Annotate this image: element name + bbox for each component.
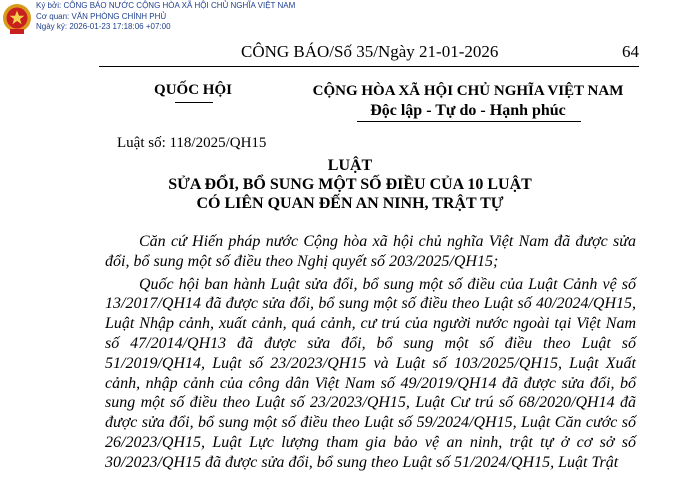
nation-name: CỘNG HÒA XÃ HỘI CHỦ NGHĨA VIỆT NAM xyxy=(312,83,624,99)
law-title-line-3: CÓ LIÊN QUAN ĐẾN AN NINH, TRẬT TỰ xyxy=(196,195,504,212)
motto-underline xyxy=(357,121,581,122)
law-title-line-2: SỬA ĐỔI, BỔ SUNG MỘT SỐ ĐIỀU CỦA 10 LUẬT xyxy=(168,176,532,193)
signature-date: Ngày ký: 2026-01-23 17:18:06 +07:00 xyxy=(36,22,171,31)
law-title-line-1: LUẬT xyxy=(327,157,373,174)
nation-heading xyxy=(298,82,638,120)
state-emblem-icon xyxy=(1,2,33,36)
preamble-paragraph-1: Căn cứ Hiến pháp nước Cộng hòa xã hội chủ nghĩa Việt Nam đã được sửa đổi, bổ sung một số điều theo Nghị quyết số 203/2025/QH15; xyxy=(105,233,636,270)
issuer-name: QUỐC HỘI xyxy=(154,82,232,98)
nation-motto: Độc lập - Tự do - Hạnh phúc xyxy=(370,102,566,119)
signature-signer: Ký bởi: CÔNG BÁO NƯỚC CỘNG HÒA XÃ HỘI CHỦ NGHĨA VIỆT NAM xyxy=(36,1,296,10)
gazette-header xyxy=(0,42,700,62)
law-title xyxy=(100,156,600,213)
page-number: 64 xyxy=(622,42,639,61)
law-number: Luật số: 118/2025/QH15 xyxy=(117,135,267,151)
digital-signature-block xyxy=(0,0,700,40)
signature-agency: Cơ quan: VĂN PHÒNG CHÍNH PHỦ xyxy=(36,11,167,21)
header-rule xyxy=(99,66,639,67)
issuer-underline xyxy=(175,102,213,103)
preamble-paragraph-2: Quốc hội ban hành Luật sửa đổi, bổ sung một số điều của Luật Cảnh vệ số 13/2017/QH14 đã được sửa đổi, bổ sung một số điều theo Luật số 40/2024/QH15, Luật Nhập cảnh, xuất cảnh, quá cảnh, cư trú của người nước ngoài tại Việt Nam số 47/2014/QH13 đã được sửa đổi, bổ sung một số điều theo Luật số 51/2019/QH14, Luật số 23/2023/QH15 và Luật số 103/2025/QH15, Luật Xuất cảnh, nhập cảnh của công dân Việt Nam số 49/2019/QH14 đã được sửa đổi, bổ sung một số điều theo Luật số 23/2023/QH15, Luật Cư trú số 68/2020/QH14 đã được sửa đổi, bổ sung một số điều theo Luật số 59/2024/QH15, Luật Căn cước số 26/2023/QH15, Luật Lực lượng tham gia bảo vệ an ninh, trật tự ở cơ sở số 30/2023/QH15 đã được sửa đổi, bổ sung theo Luật số 51/2024/QH15, Luật Trật xyxy=(105,275,636,471)
gazette-title: CÔNG BÁO/Số 35/Ngày 21-01-2026 xyxy=(241,42,499,61)
signature-details xyxy=(36,1,295,33)
preamble xyxy=(105,232,636,473)
